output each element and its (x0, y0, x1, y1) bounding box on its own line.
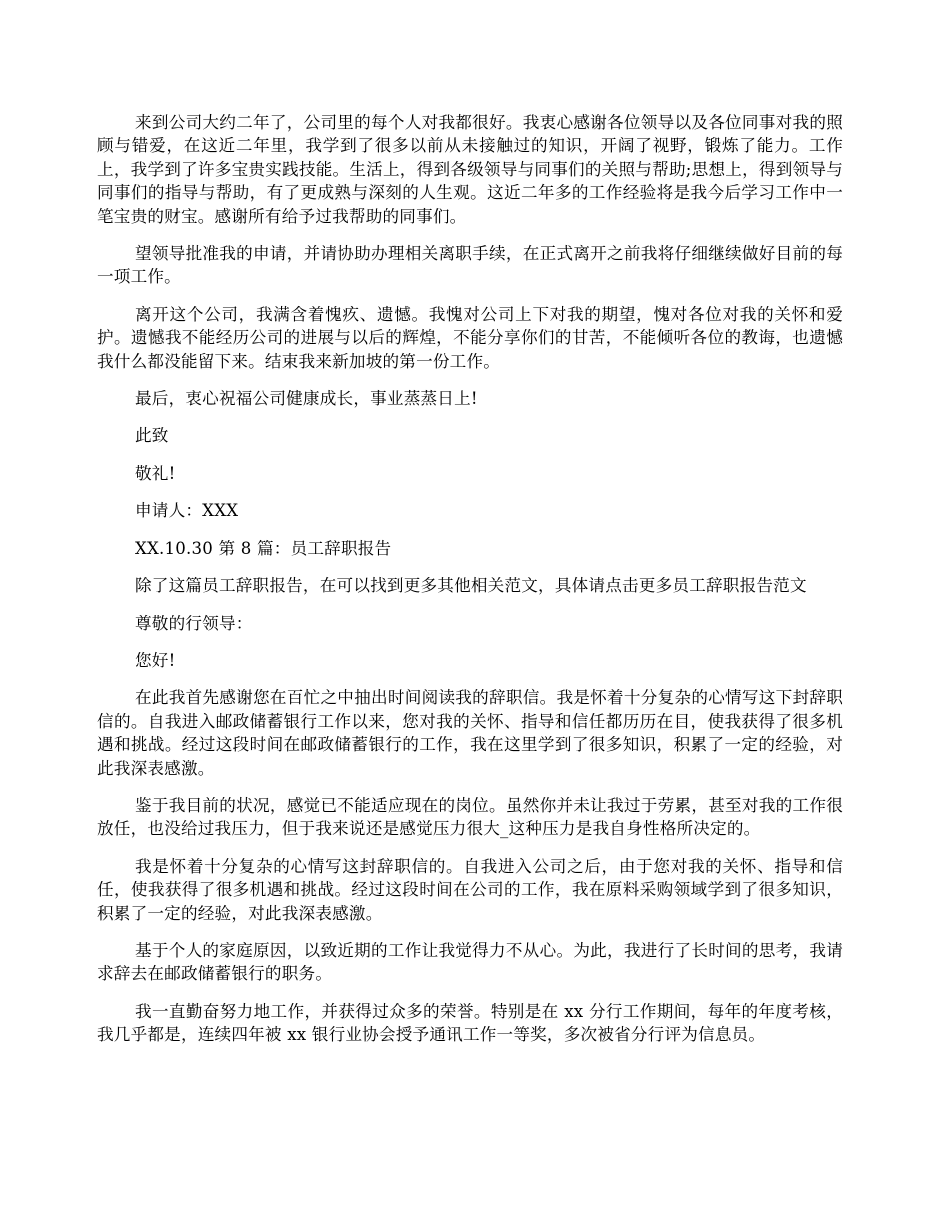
paragraph: 最后，衷心祝福公司健康成长，事业蒸蒸日上! (135, 389, 478, 409)
paragraph: 在此我首先感谢您在百忙之中抽出时间阅读我的辞职信。我是怀着十分复杂的心情写这下封辞职信的。自我进入邮政储蓄银行工作以来，您对我的关怀、指导和信任都历历在目，使我获得了很多机遇和挑战。经过这段时间在邮政储蓄银行的工作，我在这里学到了很多知识，积累了一定的经验，对此我深表感激。 (97, 688, 843, 778)
paragraph: 我是怀着十分复杂的心情写这封辞职信的。自我进入公司之后，由于您对我的关怀、指导和信任，使我获得了很多机遇和挑战。经过这段时间在公司的工作，我在原料采购领域学到了很多知识，积累了一定的经验，对此我深表感激。 (97, 856, 843, 923)
document-body (97, 111, 843, 1061)
paragraph: 除了这篇员工辞职报告，在可以找到更多其他相关范文，具体请点击更多员工辞职报告范文 (135, 576, 807, 596)
date-and-section-heading: XX.10.30 第 8 篇：员工辞职报告 (135, 538, 392, 558)
greeting: 您好! (135, 650, 176, 670)
paragraph: 来到公司大约二年了，公司里的每个人对我都很好。我衷心感谢各位领导以及各位同事对我的照顾与错爱，在这近二年里，我学到了很多以前从未接触过的知识，开阔了视野，锻炼了能力。工作上，我学到了许多宝贵实践技能。生活上，得到各级领导与同事们的关照与帮助;思想上，得到领导与同事们的指导与帮助，有了更成熟与深刻的人生观。这近二年多的工作经验将是我今后学习工作中一笔宝贵的财宝。感谢所有给予过我帮助的同事们。 (97, 113, 843, 226)
closing-salutation: 此致 (135, 426, 169, 446)
paragraph: 基于个人的家庭原因，以致近期的工作让我觉得力不从心。为此，我进行了长时间的思考，我请求辞去在邮政储蓄银行的职务。 (97, 940, 843, 984)
letter-salutation: 尊敬的行领导： (135, 613, 253, 633)
paragraph: 我一直勤奋努力地工作，并获得过众多的荣誉。特别是在 xx 分行工作期间，每年的年度考核，我几乎都是，连续四年被 xx 银行业协会授予通讯工作一等奖，多次被省分行评为信息员。 (97, 1001, 843, 1045)
paragraph: 离开这个公司，我满含着愧疚、遗憾。我愧对公司上下对我的期望，愧对各位对我的关怀和爱护。遗憾我不能经历公司的进展与以后的辉煌，不能分享你们的甘苦，不能倾听各位的教诲，也遗憾我什么都没能留下来。结束我来新加坡的第一份工作。 (97, 304, 843, 371)
applicant-signature: 申请人：XXX (135, 501, 239, 521)
paragraph: 望领导批准我的申请，并请协助办理相关离职手续，在正式离开之前我将仔细继续做好目前的每一项工作。 (97, 244, 843, 287)
paragraph: 鉴于我目前的状况，感觉已不能适应现在的岗位。虽然你并未让我过于劳累，甚至对我的工作很放任，也没给过我压力，但于我来说还是感觉压力很大_这种压力是我自身性格所决定的。 (97, 795, 843, 839)
closing-regards: 敬礼! (135, 463, 176, 483)
